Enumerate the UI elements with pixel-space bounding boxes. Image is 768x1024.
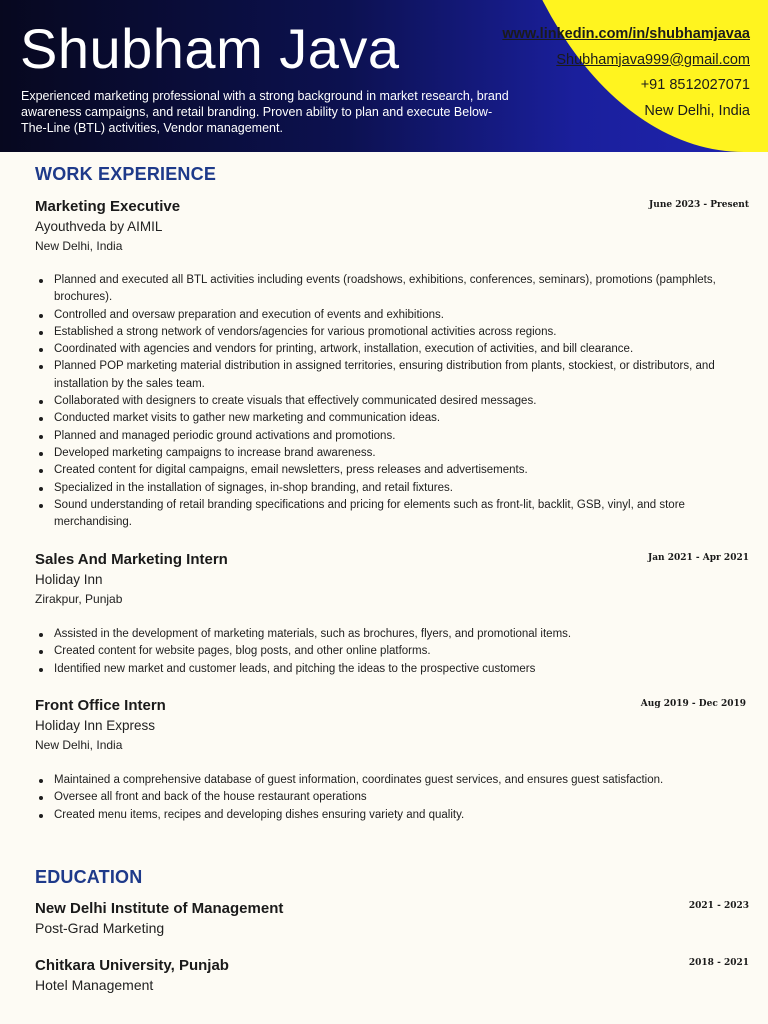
location-text: New Delhi, India xyxy=(644,102,750,119)
profile-summary: Experienced marketing professional with a strong background in market research, brand awareness campaigns, and retail branding. Proven ability to plan and execute Below-The-Line (BTL) activities, Vendor management. xyxy=(21,89,509,135)
degree-name: Post-Grad Marketing xyxy=(35,920,165,936)
school-name: Chitkara University, Punjab xyxy=(35,957,229,974)
linkedin-link[interactable]: www.linkedin.com/in/shubhamjavaa xyxy=(502,26,750,42)
email-link[interactable]: Shubhamjava999@gmail.com xyxy=(556,51,750,68)
job-location: Zirakpur, Punjab xyxy=(35,592,123,606)
list-item: Coordinated with agencies and vendors for printing, artwork, installation, execution of activities, and bill clearance. xyxy=(37,341,737,358)
degree-name: Hotel Management xyxy=(35,977,154,993)
job-organization: Holiday Inn Express xyxy=(35,718,156,733)
list-item: Established a strong network of vendors/agencies for various promotional activities across regions. xyxy=(37,324,737,341)
header-banner xyxy=(0,0,768,152)
phone-number: +91 8512027071 xyxy=(640,77,750,93)
list-item: Assisted in the development of marketing materials, such as brochures, flyers, and promotional items. xyxy=(37,626,737,643)
candidate-name: Shubham Java xyxy=(20,17,400,80)
job-organization: Holiday Inn xyxy=(35,572,103,587)
contact-block xyxy=(502,25,750,127)
job-organization: Ayouthveda by AIMIL xyxy=(35,219,163,234)
job-entry xyxy=(35,551,749,607)
list-item: Specialized in the installation of signages, in-shop branding, and retail fixtures. xyxy=(37,480,737,497)
education-entry xyxy=(35,957,749,994)
education-entry xyxy=(35,900,749,937)
job-bullets xyxy=(37,272,737,531)
list-item: Created content for website pages, blog posts, and other online platforms. xyxy=(37,643,737,660)
list-item: Developed marketing campaigns to increase brand awareness. xyxy=(37,445,737,462)
job-title: Front Office Intern xyxy=(35,697,166,714)
education-date: 2018 - 2021 xyxy=(688,958,749,968)
job-entry xyxy=(35,697,749,753)
education-date: 2021 - 2023 xyxy=(688,901,749,911)
list-item: Identified new market and customer leads, and pitching the ideas to the prospective customers xyxy=(37,661,737,678)
job-bullets xyxy=(37,626,737,678)
list-item: Controlled and oversaw preparation and execution of events and exhibitions. xyxy=(37,307,737,324)
job-title: Sales And Marketing Intern xyxy=(35,551,228,568)
job-location: New Delhi, India xyxy=(35,738,123,752)
job-date: Jan 2021 - Apr 2021 xyxy=(647,553,749,563)
work-experience-heading: WORK EXPERIENCE xyxy=(35,164,217,184)
job-entry xyxy=(35,198,749,254)
list-item: Sound understanding of retail branding specifications and pricing for elements such as front-lit, backlit, GSB, vinyl, and store merchandising. xyxy=(37,497,737,532)
list-item: Oversee all front and back of the house restaurant operations xyxy=(37,789,737,806)
list-item: Created menu items, recipes and developing dishes ensuring variety and quality. xyxy=(37,807,737,824)
job-date: Aug 2019 - Dec 2019 xyxy=(640,699,746,709)
school-name: New Delhi Institute of Management xyxy=(35,900,284,917)
list-item: Planned POP marketing material distribution in assigned territories, ensuring distribution from plants, stockiest, or distributors, and installation by the sales team. xyxy=(37,358,737,393)
list-item: Collaborated with designers to create visuals that effectively communicated desired messages. xyxy=(37,393,737,410)
list-item: Planned and executed all BTL activities including events (roadshows, exhibitions, conferences, seminars), promotions (pamphlets, brochures). xyxy=(37,272,737,307)
list-item: Created content for digital campaigns, email newsletters, press releases and advertisements. xyxy=(37,462,737,479)
education-heading: EDUCATION xyxy=(35,867,143,887)
job-location: New Delhi, India xyxy=(35,239,123,253)
job-title: Marketing Executive xyxy=(35,198,181,215)
job-date: June 2023 - Present xyxy=(649,200,749,210)
job-bullets xyxy=(37,772,737,824)
list-item: Conducted market visits to gather new marketing and communication ideas. xyxy=(37,410,737,427)
list-item: Maintained a comprehensive database of guest information, coordinates guest services, and ensures guest satisfaction. xyxy=(37,772,737,789)
list-item: Planned and managed periodic ground activations and promotions. xyxy=(37,428,737,445)
